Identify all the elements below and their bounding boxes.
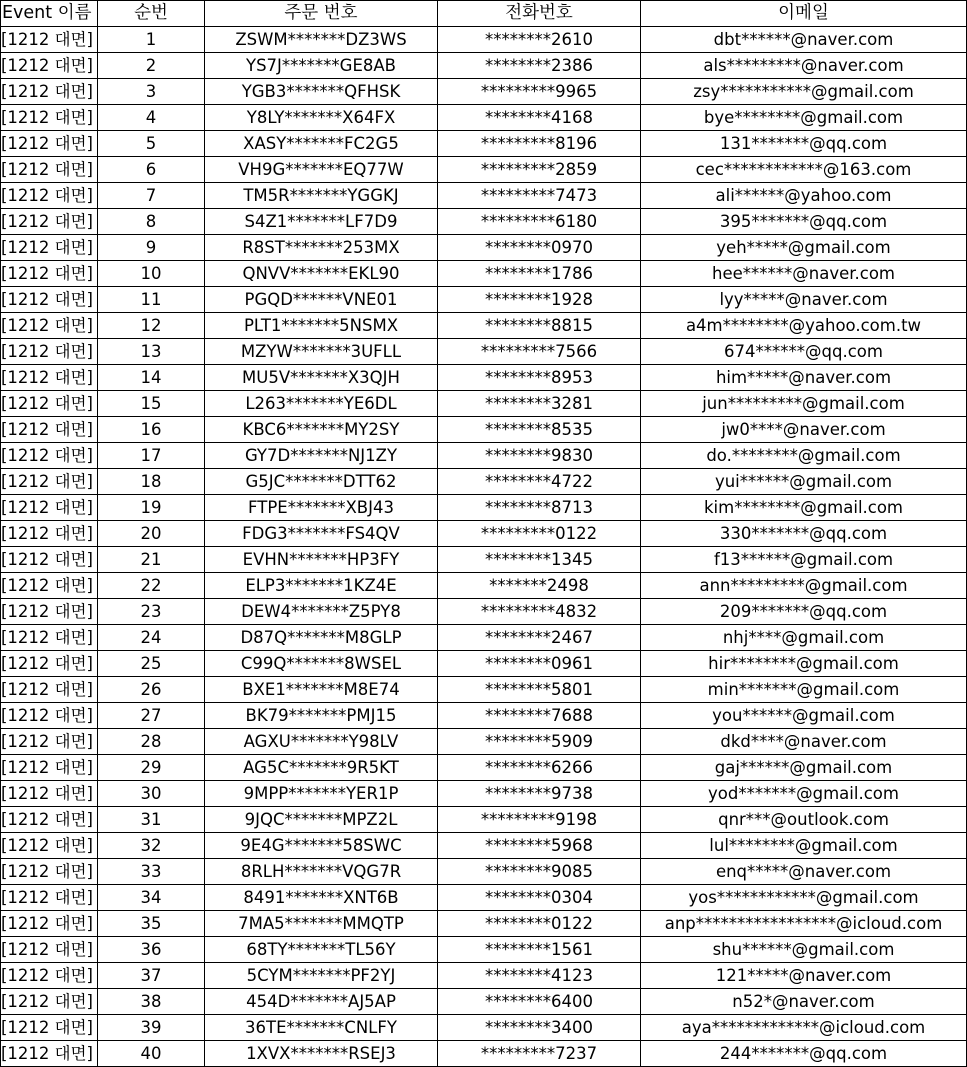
cell-event: [1212 대면] [1,885,98,911]
cell-email: yui******@gmail.com [641,469,967,495]
cell-phone: ********1928 [438,287,641,313]
cell-order-number: C99Q*******8WSEL [205,651,438,677]
cell-phone: ********0961 [438,651,641,677]
cell-email: bye********@gmail.com [641,105,967,131]
table-row [1,1041,967,1067]
cell-event: [1212 대면] [1,781,98,807]
cell-phone: ********3400 [438,1015,641,1041]
cell-email: lul********@gmail.com [641,833,967,859]
cell-email: qnr***@outlook.com [641,807,967,833]
table-row [1,79,967,105]
cell-order-number: YGB3*******QFHSK [205,79,438,105]
cell-event: [1212 대면] [1,833,98,859]
cell-email: ann*********@gmail.com [641,573,967,599]
cell-seq: 24 [98,625,205,651]
table-row [1,53,967,79]
cell-seq: 40 [98,1041,205,1067]
cell-event: [1212 대면] [1,235,98,261]
table-row [1,443,967,469]
cell-email: cec************@163.com [641,157,967,183]
cell-phone: ********8953 [438,365,641,391]
cell-order-number: 5CYM*******PF2YJ [205,963,438,989]
cell-order-number: 454D*******AJ5AP [205,989,438,1015]
cell-email: dkd****@naver.com [641,729,967,755]
cell-email: yos************@gmail.com [641,885,967,911]
cell-email: 244*******@qq.com [641,1041,967,1067]
table-row [1,391,967,417]
cell-phone: ********7688 [438,703,641,729]
cell-seq: 2 [98,53,205,79]
cell-phone: *******2498 [438,573,641,599]
cell-seq: 11 [98,287,205,313]
cell-event: [1212 대면] [1,157,98,183]
cell-event: [1212 대면] [1,677,98,703]
cell-order-number: FTPE*******XBJ43 [205,495,438,521]
cell-phone: *********9965 [438,79,641,105]
cell-phone: ********9085 [438,859,641,885]
cell-email: dbt******@naver.com [641,27,967,53]
cell-phone: ********6400 [438,989,641,1015]
cell-phone: ********6266 [438,755,641,781]
table-row [1,573,967,599]
cell-order-number: G5JC*******DTT62 [205,469,438,495]
table-row [1,365,967,391]
cell-event: [1212 대면] [1,495,98,521]
cell-event: [1212 대면] [1,417,98,443]
cell-seq: 25 [98,651,205,677]
cell-email: 131*******@qq.com [641,131,967,157]
cell-event: [1212 대면] [1,53,98,79]
cell-email: jw0****@naver.com [641,417,967,443]
cell-email: nhj****@gmail.com [641,625,967,651]
cell-event: [1212 대면] [1,755,98,781]
table-row [1,27,967,53]
cell-seq: 1 [98,27,205,53]
cell-seq: 29 [98,755,205,781]
cell-event: [1212 대면] [1,703,98,729]
cell-event: [1212 대면] [1,651,98,677]
cell-event: [1212 대면] [1,131,98,157]
cell-seq: 19 [98,495,205,521]
cell-event: [1212 대면] [1,261,98,287]
cell-order-number: 8RLH*******VQG7R [205,859,438,885]
cell-phone: ********5909 [438,729,641,755]
table-row [1,599,967,625]
cell-seq: 22 [98,573,205,599]
cell-email: 121*****@naver.com [641,963,967,989]
cell-phone: *********7237 [438,1041,641,1067]
cell-phone: ********9830 [438,443,641,469]
cell-event: [1212 대면] [1,443,98,469]
header-row [1,1,967,27]
cell-event: [1212 대면] [1,27,98,53]
cell-order-number: L263*******YE6DL [205,391,438,417]
cell-order-number: D87Q*******M8GLP [205,625,438,651]
cell-phone: ********4722 [438,469,641,495]
cell-event: [1212 대면] [1,963,98,989]
cell-email: min*******@gmail.com [641,677,967,703]
cell-order-number: S4Z1*******LF7D9 [205,209,438,235]
cell-order-number: AG5C*******9R5KT [205,755,438,781]
cell-seq: 31 [98,807,205,833]
table-row [1,287,967,313]
cell-email: yeh*****@gmail.com [641,235,967,261]
cell-event: [1212 대면] [1,365,98,391]
cell-email: lyy*****@naver.com [641,287,967,313]
table-row [1,651,967,677]
cell-event: [1212 대면] [1,79,98,105]
cell-email: als*********@naver.com [641,53,967,79]
cell-phone: *********0122 [438,521,641,547]
table-header [1,1,967,27]
cell-seq: 26 [98,677,205,703]
cell-phone: ********9738 [438,781,641,807]
cell-event: [1212 대면] [1,547,98,573]
table-body [1,27,967,1067]
cell-seq: 7 [98,183,205,209]
cell-order-number: ELP3*******1KZ4E [205,573,438,599]
cell-event: [1212 대면] [1,911,98,937]
column-header-event: Event 이름 [1,1,98,27]
cell-order-number: 9E4G*******58SWC [205,833,438,859]
table-row [1,547,967,573]
cell-order-number: 7MA5*******MMQTP [205,911,438,937]
cell-order-number: PLT1*******5NSMX [205,313,438,339]
table-row [1,157,967,183]
cell-seq: 5 [98,131,205,157]
cell-order-number: GY7D*******NJ1ZY [205,443,438,469]
cell-phone: *********4832 [438,599,641,625]
table-row [1,209,967,235]
table-row [1,729,967,755]
cell-email: ali******@yahoo.com [641,183,967,209]
cell-phone: ********2467 [438,625,641,651]
table-row [1,235,967,261]
column-header-seq: 순번 [98,1,205,27]
cell-phone: *********8196 [438,131,641,157]
cell-order-number: R8ST*******253MX [205,235,438,261]
table-row [1,963,967,989]
cell-phone: *********6180 [438,209,641,235]
cell-order-number: 9MPP*******YER1P [205,781,438,807]
cell-order-number: PGQD******VNE01 [205,287,438,313]
table-row [1,755,967,781]
cell-email: n52*@naver.com [641,989,967,1015]
cell-order-number: Y8LY*******X64FX [205,105,438,131]
cell-seq: 3 [98,79,205,105]
cell-event: [1212 대면] [1,989,98,1015]
cell-event: [1212 대면] [1,937,98,963]
table-row [1,989,967,1015]
cell-seq: 33 [98,859,205,885]
cell-phone: ********0122 [438,911,641,937]
cell-order-number: EVHN*******HP3FY [205,547,438,573]
cell-email: 330*******@qq.com [641,521,967,547]
cell-email: you******@gmail.com [641,703,967,729]
cell-phone: ********8535 [438,417,641,443]
cell-seq: 23 [98,599,205,625]
cell-email: hir********@gmail.com [641,651,967,677]
cell-phone: ********1561 [438,937,641,963]
cell-order-number: DEW4*******Z5PY8 [205,599,438,625]
cell-seq: 35 [98,911,205,937]
cell-phone: *********2859 [438,157,641,183]
cell-seq: 36 [98,937,205,963]
cell-seq: 6 [98,157,205,183]
table-row [1,937,967,963]
cell-email: do.********@gmail.com [641,443,967,469]
cell-seq: 14 [98,365,205,391]
table-row [1,677,967,703]
cell-order-number: BXE1*******M8E74 [205,677,438,703]
cell-seq: 39 [98,1015,205,1041]
cell-seq: 8 [98,209,205,235]
cell-event: [1212 대면] [1,807,98,833]
cell-order-number: TM5R*******YGGKJ [205,183,438,209]
table-row [1,417,967,443]
cell-event: [1212 대면] [1,599,98,625]
table-row [1,833,967,859]
cell-email: aya*************@icloud.com [641,1015,967,1041]
cell-phone: ********1345 [438,547,641,573]
cell-event: [1212 대면] [1,183,98,209]
table-row [1,625,967,651]
cell-event: [1212 대면] [1,729,98,755]
table-row [1,703,967,729]
cell-email: anp*****************@icloud.com [641,911,967,937]
cell-order-number: XASY*******FC2G5 [205,131,438,157]
table-row [1,495,967,521]
table-row [1,183,967,209]
cell-seq: 15 [98,391,205,417]
cell-phone: ********0304 [438,885,641,911]
cell-event: [1212 대면] [1,1015,98,1041]
cell-seq: 4 [98,105,205,131]
cell-seq: 21 [98,547,205,573]
column-header-phone: 전화번호 [438,1,641,27]
cell-order-number: MZYW*******3UFLL [205,339,438,365]
cell-seq: 30 [98,781,205,807]
table-row [1,261,967,287]
cell-seq: 18 [98,469,205,495]
column-header-email: 이메일 [641,1,967,27]
table-row [1,911,967,937]
cell-phone: ********5968 [438,833,641,859]
cell-phone: ********3281 [438,391,641,417]
cell-phone: ********1786 [438,261,641,287]
cell-phone: ********4123 [438,963,641,989]
cell-order-number: 1XVX*******RSEJ3 [205,1041,438,1067]
cell-order-number: QNVV*******EKL90 [205,261,438,287]
cell-order-number: 8491*******XNT6B [205,885,438,911]
cell-seq: 16 [98,417,205,443]
table-row [1,313,967,339]
cell-event: [1212 대면] [1,209,98,235]
cell-phone: *********7473 [438,183,641,209]
cell-seq: 32 [98,833,205,859]
cell-email: zsy***********@gmail.com [641,79,967,105]
cell-event: [1212 대면] [1,339,98,365]
cell-order-number: KBC6*******MY2SY [205,417,438,443]
column-header-order: 주문 번호 [205,1,438,27]
cell-phone: *********7566 [438,339,641,365]
cell-event: [1212 대면] [1,287,98,313]
cell-phone: ********5801 [438,677,641,703]
cell-order-number: BK79*******PMJ15 [205,703,438,729]
table-row [1,859,967,885]
cell-email: 209*******@qq.com [641,599,967,625]
cell-seq: 13 [98,339,205,365]
cell-order-number: YS7J*******GE8AB [205,53,438,79]
cell-phone: ********8815 [438,313,641,339]
cell-event: [1212 대면] [1,391,98,417]
cell-order-number: FDG3*******FS4QV [205,521,438,547]
cell-event: [1212 대면] [1,573,98,599]
table-row [1,807,967,833]
cell-phone: ********2386 [438,53,641,79]
cell-email: gaj******@gmail.com [641,755,967,781]
cell-order-number: 9JQC*******MPZ2L [205,807,438,833]
cell-order-number: 68TY*******TL56Y [205,937,438,963]
cell-order-number: AGXU*******Y98LV [205,729,438,755]
cell-email: yod*******@gmail.com [641,781,967,807]
cell-phone: ********8713 [438,495,641,521]
cell-event: [1212 대면] [1,313,98,339]
cell-event: [1212 대면] [1,469,98,495]
table-row [1,521,967,547]
cell-email: 674******@qq.com [641,339,967,365]
cell-email: f13******@gmail.com [641,547,967,573]
cell-seq: 20 [98,521,205,547]
cell-seq: 34 [98,885,205,911]
cell-email: shu******@gmail.com [641,937,967,963]
cell-seq: 10 [98,261,205,287]
cell-phone: ********4168 [438,105,641,131]
cell-seq: 28 [98,729,205,755]
cell-event: [1212 대면] [1,625,98,651]
cell-phone: ********2610 [438,27,641,53]
cell-phone: *********9198 [438,807,641,833]
cell-seq: 17 [98,443,205,469]
cell-seq: 12 [98,313,205,339]
cell-email: a4m********@yahoo.com.tw [641,313,967,339]
cell-order-number: VH9G*******EQ77W [205,157,438,183]
cell-email: enq*****@naver.com [641,859,967,885]
cell-seq: 9 [98,235,205,261]
cell-event: [1212 대면] [1,105,98,131]
cell-seq: 37 [98,963,205,989]
table-row [1,105,967,131]
cell-event: [1212 대면] [1,1041,98,1067]
table-row [1,469,967,495]
cell-order-number: MU5V*******X3QJH [205,365,438,391]
table-row [1,339,967,365]
cell-seq: 27 [98,703,205,729]
cell-event: [1212 대면] [1,859,98,885]
cell-seq: 38 [98,989,205,1015]
cell-order-number: ZSWM*******DZ3WS [205,27,438,53]
cell-email: jun*********@gmail.com [641,391,967,417]
table-row [1,131,967,157]
table-row [1,1015,967,1041]
cell-email: hee******@naver.com [641,261,967,287]
cell-event: [1212 대면] [1,521,98,547]
cell-email: him*****@naver.com [641,365,967,391]
cell-email: 395*******@qq.com [641,209,967,235]
table-row [1,885,967,911]
cell-phone: ********0970 [438,235,641,261]
cell-order-number: 36TE*******CNLFY [205,1015,438,1041]
table-row [1,781,967,807]
cell-email: kim********@gmail.com [641,495,967,521]
